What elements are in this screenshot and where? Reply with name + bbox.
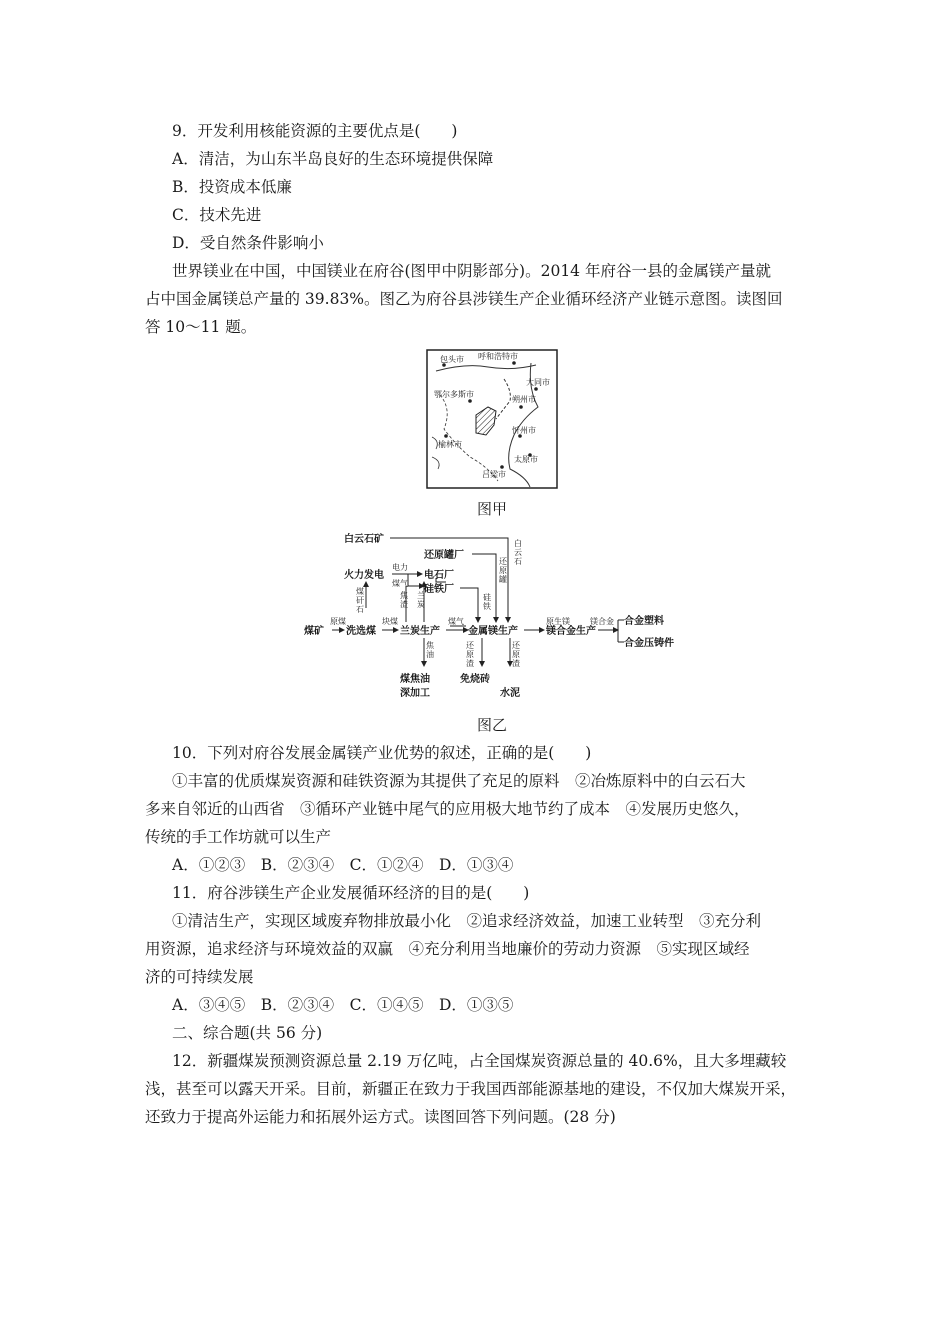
q10-body-2: 多来自邻近的山西省 ③循环产业链中尾气的应用极大地节约了成本 ④发展历史悠久， — [145, 800, 750, 818]
vlabel-coal-gangue-char: 煤 — [356, 587, 364, 596]
city-label-taiyuan: 太原市 — [514, 455, 538, 464]
q10-body-1: ①丰富的优质煤炭资源和硅铁资源为其提供了充足的原料 ②冶炼原料中的白云石大 — [172, 772, 746, 790]
q9-stem: 9．开发利用核能资源的主要优点是( ) — [172, 122, 458, 140]
node-cement: 水泥 — [500, 688, 520, 699]
node-alloy: 镁合金生产 — [546, 626, 596, 637]
vlabel-slag2-char: 原 — [512, 650, 520, 659]
label-lump-coal: 块煤 — [382, 617, 398, 626]
q12-line-1: 12．新疆煤炭预测资源总量 2.19 万亿吨，占全国煤炭资源总量的 40.6%，且大多埋藏较 — [172, 1052, 787, 1070]
vlabel-tar-char: 焦 — [426, 641, 434, 650]
label-primary-mg: 原生镁 — [546, 617, 570, 626]
intro-line-2: 占中国金属镁总产量的 39.83%。图乙为府谷县涉镁生产企业循环经济产业链示意图。读图回 — [145, 290, 783, 308]
q11-body-2: 用资源，追求经济与环境效益的双赢 ④充分利用当地廉价的劳动力资源 ⑤实现区域经 — [145, 940, 750, 958]
city-dot-shuozhou — [519, 405, 523, 409]
node-ferrosilicon-plant: 硅铁厂 — [424, 584, 454, 595]
fugu-map — [426, 349, 558, 489]
city-dot-lvliang — [500, 465, 504, 469]
vlabel-slag1-char: 渣 — [466, 659, 474, 668]
q11-body-1: ①清洁生产，实现区域废弃物排放最小化 ②追求经济效益，加速工业转型 ③充分利 — [172, 912, 762, 930]
section2-title: 二、综合题(共 56 分) — [172, 1024, 323, 1042]
node-tar-processing-1: 煤焦油 — [400, 674, 430, 685]
magnesium-flow-diagram — [300, 524, 700, 704]
node-coal-mine: 煤矿 — [304, 626, 324, 637]
node-magnesium: 金属镁生产 — [468, 626, 518, 637]
city-label-baotou: 包头市 — [440, 355, 464, 364]
flow-caption: 图乙 — [477, 716, 508, 734]
arrow-power-ferro — [408, 574, 424, 586]
city-label-lvliang: 吕梁市 — [482, 470, 506, 479]
vlabel-coal-gangue-char: 石 — [356, 605, 364, 614]
intro-line-1: 世界镁业在中国，中国镁业在府谷(图甲中阴影部分)。2014 年府谷一县的金属镁产量就 — [172, 262, 771, 280]
node-thermal-power: 火力发电 — [344, 570, 384, 581]
node-reduction-pot-plant: 还原罐厂 — [424, 550, 464, 561]
vlabel-coke-residue-char: 渣 — [400, 600, 408, 609]
q12-line-3: 还致力于提高外运能力和拓展外运方式。读图回答下列问题。(28 分) — [145, 1108, 616, 1126]
vlabel-reduction-pot-char: 还 — [499, 557, 507, 566]
label-raw-coal: 原煤 — [330, 617, 346, 626]
vlabel-slag2-char: 还 — [512, 641, 520, 650]
q11-body-3: 济的可持续发展 — [145, 968, 254, 986]
city-dot-yulin — [444, 434, 448, 438]
q9-option-a: A．清洁，为山东半岛良好的生态环境提供保障 — [172, 150, 494, 168]
label-gas: 煤气 — [392, 579, 408, 588]
city-label-yulin: 榆林市 — [438, 440, 462, 449]
vlabel-slag1-char: 还 — [466, 641, 474, 650]
node-washed-coal: 洗选煤 — [346, 626, 376, 637]
q9-option-d: D．受自然条件影响小 — [172, 234, 324, 252]
q9-option-c: C．技术先进 — [172, 206, 262, 224]
city-label-datong: 大同市 — [526, 378, 550, 387]
city-label-shuozhou: 朔州市 — [512, 395, 536, 404]
vlabel-coal-gangue-char: 矸 — [356, 596, 364, 605]
vlabel-reduction-pot-char: 罐 — [499, 575, 507, 584]
city-label-hohhot: 呼和浩特市 — [478, 352, 518, 361]
q10-options: A．①②③ B．②③④ C．①②④ D．①③④ — [172, 856, 514, 874]
node-carbide-plant: 电石厂 — [424, 570, 454, 581]
vlabel-semicoke-label-char: 兰 — [417, 591, 425, 600]
vlabel-dolomite-char: 白 — [514, 539, 522, 548]
vlabel-dolomite-char: 石 — [514, 557, 522, 566]
vlabel-ferrosilicon-char: 硅 — [483, 593, 491, 602]
node-dolomite-mine: 白云石矿 — [344, 534, 384, 545]
node-fired-brick: 免烧砖 — [460, 674, 490, 685]
node-alloy-plastic: 合金塑料 — [624, 616, 664, 627]
label-gas2: 煤气 — [448, 617, 464, 626]
q11-stem: 11．府谷涉镁生产企业发展循环经济的目的是( ) — [172, 884, 530, 902]
q10-body-3: 传统的手工作坊就可以生产 — [145, 828, 332, 846]
city-label-ordos: 鄂尔多斯市 — [434, 390, 474, 399]
vlabel-slag1-char: 原 — [466, 650, 474, 659]
vlabel-reduction-pot-char: 原 — [499, 566, 507, 575]
node-alloy-casting: 合金压铸件 — [624, 638, 674, 649]
vlabel-tar-char: 油 — [426, 650, 434, 659]
q10-stem: 10．下列对府谷发展金属镁产业优势的叙述，正确的是( ) — [172, 744, 592, 762]
node-tar-processing-2: 深加工 — [400, 688, 430, 699]
city-label-xinzhou: 忻州市 — [512, 426, 536, 435]
intro-line-3: 答 10～11 题。 — [145, 318, 257, 336]
q12-line-2: 浅，甚至可以露天开采。目前，新疆正在致力于我国西部能源基地的建设，不仅加大煤炭开采， — [145, 1080, 797, 1098]
q11-options: A．③④⑤ B．②③④ C．①④⑤ D．①③⑤ — [172, 996, 514, 1014]
city-dot-datong — [534, 387, 538, 391]
node-semicoke: 兰炭生产 — [400, 626, 440, 637]
map-caption: 图甲 — [477, 500, 508, 518]
vlabel-dolomite-char: 云 — [514, 548, 522, 557]
vlabel-slag2-char: 渣 — [512, 659, 520, 668]
q9-option-b: B．投资成本低廉 — [172, 178, 292, 196]
label-mg-alloy: 镁合金 — [590, 617, 614, 626]
vlabel-coke-residue-char: 焦 — [400, 591, 408, 600]
city-dot-ordos — [468, 399, 472, 403]
vlabel-semicoke-label-char: 炭 — [417, 600, 425, 609]
label-electricity: 电力 — [392, 563, 408, 572]
vlabel-ferrosilicon-char: 铁 — [483, 602, 491, 611]
city-dot-hohhot — [512, 361, 516, 365]
